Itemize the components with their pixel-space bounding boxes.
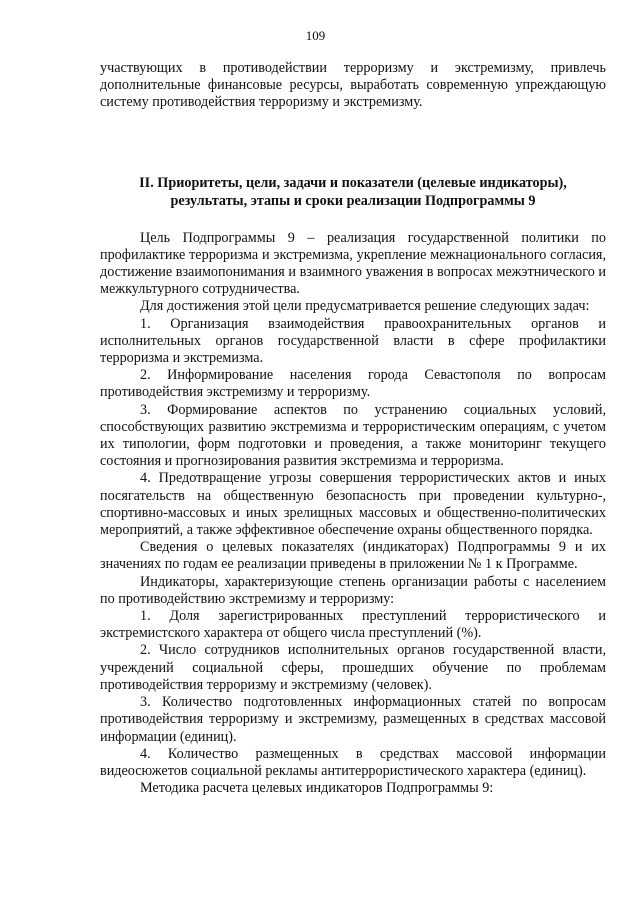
task-item: 1. Организация взаимодействия правоохранительных органов и исполнительных органов государственной власти в сфере профилактики терроризма и экстремизма. — [100, 315, 606, 367]
indicator-item: 1. Доля зарегистрированных преступлений террористического и экстремистского характера от общего числа преступлений (%). — [100, 608, 606, 642]
indicator-item: 2. Число сотрудников исполнительных органов государственной власти, учреждений социальной сферы, прошедших обучение по проблемам противодействия терроризму и экстремизму (человек). — [100, 642, 606, 693]
tasks-intro: Для достижения этой цели предусматривается решение следующих задач: — [140, 298, 590, 315]
intro-paragraph: участвующих в противодействии терроризму и экстремизму, привлечь дополнительные финансовые ресурсы, выработать современную упреждающую систему противодействия терроризму и экстремизму. — [100, 60, 606, 111]
task-item: 3. Формирование аспектов по устранению социальных условий, способствующих развитию экстремизма и террористическим операциям, с учетом их типологии, форм подготовки и проведения, а также мониторинг текущего состояния и прогнозирования развития экстремизма и терроризма. — [100, 401, 606, 470]
goal-paragraph: Цель Подпрограммы 9 – реализация государственной политики по профилактике терроризма и экстремизма, укрепление межнационального согласия, достижение взаимопонимания и взаимного уважения в вопросах межэтнического и межкультурного сотрудничества. — [100, 229, 606, 298]
section-heading: II. Приоритеты, цели, задачи и показатели (целевые индикаторы), результаты, этапы и сроки реализации Подпрограммы 9 — [139, 174, 567, 209]
task-item: 4. Предотвращение угрозы совершения террористических актов и иных посягательств на общественную безопасность при проведении культурно-, спортивно-массовых и иных зрелищных массовых и общественно-политических мероприятий, а также эффективное обеспечение охраны общественного порядка. — [100, 470, 606, 539]
indicators-intro: Индикаторы, характеризующие степень организации работы с населением по противодействию экстремизму и терроризму: — [100, 573, 606, 607]
page-number: 109 — [305, 28, 326, 43]
indicators-info: Сведения о целевых показателях (индикаторах) Подпрограммы 9 и их значениях по годам ее реализации приведены в приложении № 1 к Программе. — [100, 539, 606, 573]
indicator-item: 4. Количество размещенных в средствах массовой информации видеосюжетов социальной рекламы антитеррористического характера (единиц). — [100, 745, 606, 779]
task-item: 2. Информирование населения города Севастополя по вопросам противодействия экстремизму и терроризму. — [100, 367, 606, 401]
methodology-line: Методика расчета целевых индикаторов Подпрограммы 9: — [140, 780, 494, 797]
indicator-item: 3. Количество подготовленных информационных статей по вопросам противодействия терроризму и экстремизму, размещенных в средствах массовой информации (единиц). — [100, 694, 606, 745]
document-body — [100, 60, 606, 797]
